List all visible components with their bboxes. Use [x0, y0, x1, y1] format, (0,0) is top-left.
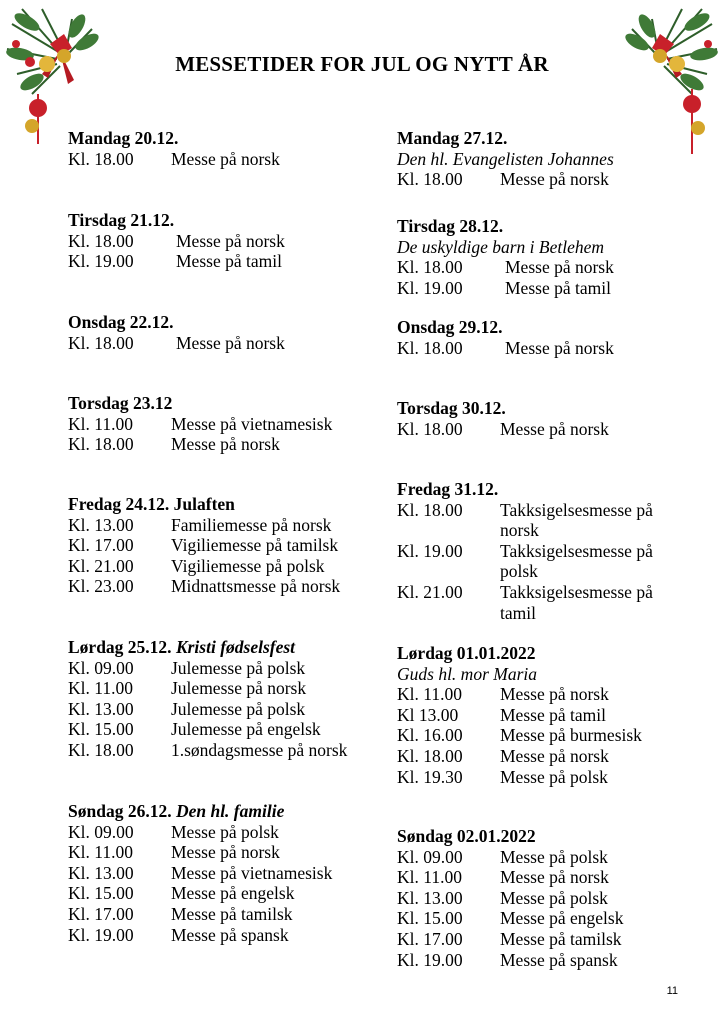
mass-description: Messe på spansk	[171, 924, 289, 945]
mass-time: Kl. 18.00	[397, 337, 463, 358]
mass-row	[68, 149, 388, 170]
mass-row	[68, 863, 388, 884]
mass-row	[68, 719, 388, 740]
mass-time: Kl. 19.00	[397, 277, 463, 298]
day-heading: Lørdag 01.01.2022	[397, 643, 536, 663]
mass-description: Messe på polsk	[500, 766, 608, 787]
mass-description: Messe på norsk	[500, 169, 609, 190]
mass-description: Messe på polsk	[500, 887, 608, 908]
mass-row	[397, 746, 717, 767]
mass-description: Messe på norsk	[176, 332, 285, 353]
day-block	[397, 479, 717, 623]
mass-time: Kl. 15.00	[397, 908, 463, 929]
mass-time: Kl. 13.00	[397, 887, 463, 908]
mass-time: Kl. 18.00	[68, 739, 134, 760]
day-heading: Fredag 31.12.	[397, 479, 499, 499]
mass-time: Kl. 18.00	[68, 332, 134, 353]
day-block	[68, 393, 388, 455]
mass-time: Kl. 11.00	[397, 684, 462, 705]
feast-name: De uskyldige barn i Betlehem	[397, 236, 605, 257]
mass-description: Messe på engelsk	[500, 908, 624, 929]
mass-row	[397, 541, 717, 582]
mass-description: Julemesse på polsk	[171, 698, 306, 719]
day-block	[68, 312, 388, 353]
mass-description: Messe på norsk	[171, 434, 280, 455]
mass-row	[397, 257, 717, 278]
mass-time: Kl. 18.00	[397, 418, 463, 439]
mass-row	[68, 251, 388, 272]
mass-row	[68, 658, 388, 679]
mass-row	[397, 767, 717, 788]
mass-time: Kl. 09.00	[68, 657, 134, 678]
mass-description: Messe på tamil	[176, 251, 282, 272]
mass-description: Julemesse på polsk	[171, 657, 306, 678]
mass-row	[68, 231, 388, 252]
mass-row	[68, 904, 388, 925]
day-heading: Mandag 20.12.	[68, 128, 179, 148]
mass-time: Kl. 18.00	[68, 148, 134, 169]
mass-row	[397, 888, 717, 909]
mass-description: Messe på norsk	[176, 230, 285, 251]
day-heading: Søndag 02.01.2022	[397, 826, 536, 846]
mass-row	[397, 338, 717, 359]
mass-description: Takksigelsesmesse på norsk	[500, 499, 653, 541]
mass-row	[68, 699, 388, 720]
day-heading	[68, 637, 388, 658]
mass-description: Messe på tamilsk	[500, 928, 622, 949]
mass-time: Kl. 15.00	[68, 883, 134, 904]
day-heading-date: Lørdag 25.12.	[68, 637, 172, 657]
mass-row	[397, 278, 717, 299]
day-heading	[68, 801, 388, 822]
mass-time: Kl. 13.00	[68, 514, 134, 535]
mass-time: Kl. 18.00	[397, 499, 463, 520]
mass-time: Kl. 11.00	[397, 867, 462, 888]
mass-row	[68, 434, 388, 455]
mass-time: Kl. 18.00	[68, 434, 134, 455]
day-block	[68, 637, 388, 761]
mass-description: Messe på norsk	[500, 418, 609, 439]
mass-row	[68, 883, 388, 904]
day-heading: Tirsdag 21.12.	[68, 210, 175, 230]
feast-name: Kristi fødselsfest	[175, 637, 296, 657]
mass-description: Takksigelsesmesse på tamil	[500, 581, 653, 623]
day-heading: Fredag 24.12. Julaften	[68, 494, 235, 514]
mass-time: Kl 13.00	[397, 704, 459, 725]
mass-description: Messe på norsk	[500, 867, 609, 888]
mass-time: Kl. 17.00	[397, 928, 463, 949]
mass-row	[68, 678, 388, 699]
mass-row	[397, 705, 717, 726]
mass-description: Messe på burmesisk	[500, 725, 642, 746]
mass-time: Kl. 19.00	[68, 924, 134, 945]
mass-row	[397, 419, 717, 440]
mass-row	[397, 684, 717, 705]
mass-time: Kl. 17.00	[68, 535, 134, 556]
mass-row	[397, 950, 717, 971]
mass-time: Kl. 18.00	[397, 745, 463, 766]
mass-description: Messe på polsk	[500, 846, 608, 867]
mass-row	[397, 867, 717, 888]
mass-row	[397, 169, 717, 190]
mass-row	[68, 414, 388, 435]
mass-row	[68, 740, 388, 761]
day-heading: Torsdag 30.12.	[397, 398, 506, 418]
mass-time: Kl. 18.00	[397, 257, 463, 278]
mass-description: Familiemesse på norsk	[171, 514, 332, 535]
mass-description: Messe på norsk	[500, 745, 609, 766]
mass-time: Kl. 13.00	[68, 698, 134, 719]
mass-description: Messe på norsk	[171, 148, 280, 169]
mass-description: Julemesse på norsk	[171, 678, 307, 699]
mass-description: Vigiliemesse på tamilsk	[171, 535, 339, 556]
day-block	[68, 494, 388, 597]
day-block	[397, 826, 717, 970]
mass-time: Kl. 19.00	[397, 949, 463, 970]
mass-time: Kl. 19.00	[68, 251, 134, 272]
day-block	[397, 643, 717, 787]
mass-description: Messe på spansk	[500, 949, 618, 970]
day-block	[68, 801, 388, 945]
day-block	[397, 317, 717, 358]
mass-time: Kl. 11.00	[68, 842, 133, 863]
mass-row	[68, 535, 388, 556]
day-heading: Mandag 27.12.	[397, 128, 508, 148]
mass-row	[68, 822, 388, 843]
feast-name: Guds hl. mor Maria	[397, 663, 538, 684]
mass-time: Kl. 11.00	[68, 413, 133, 434]
mass-description: Julemesse på engelsk	[171, 719, 321, 740]
mass-time: Kl. 16.00	[397, 725, 463, 746]
mass-description: Takksigelsesmesse på polsk	[500, 540, 653, 582]
mass-description: 1.søndagsmesse på norsk	[171, 739, 348, 760]
day-heading: Onsdag 22.12.	[68, 312, 174, 332]
mass-row	[397, 725, 717, 746]
day-heading: Torsdag 23.12	[68, 393, 173, 413]
day-heading: Onsdag 29.12.	[397, 317, 503, 337]
mass-row	[68, 556, 388, 577]
mass-time: Kl. 18.00	[397, 169, 463, 190]
mass-description: Messe på tamil	[505, 277, 611, 298]
mass-row	[68, 842, 388, 863]
mass-description: Messe på norsk	[171, 842, 280, 863]
page-number: 11	[666, 985, 678, 997]
mass-time: Kl. 15.00	[68, 719, 134, 740]
mass-time: Kl. 18.00	[68, 230, 134, 251]
mass-description: Messe på polsk	[171, 821, 279, 842]
day-block	[68, 210, 388, 272]
mass-time: Kl. 09.00	[397, 846, 463, 867]
mass-description: Messe på norsk	[500, 684, 609, 705]
mass-row	[397, 929, 717, 950]
mass-row	[397, 500, 717, 541]
mass-time: Kl. 11.00	[68, 678, 133, 699]
mass-time: Kl. 09.00	[68, 821, 134, 842]
day-block	[397, 128, 717, 190]
feast-name: Den hl. familie	[175, 801, 285, 821]
mass-description: Messe på tamilsk	[171, 903, 293, 924]
page-title: MESSETIDER FOR JUL OG NYTT ÅR	[175, 52, 549, 76]
mass-description: Messe på tamil	[500, 704, 606, 725]
mass-description: Midnattsmesse på norsk	[171, 576, 341, 597]
mass-description: Vigiliemesse på polsk	[171, 555, 325, 576]
mass-row	[397, 582, 717, 623]
mass-description: Messe på vietnamesisk	[171, 413, 333, 434]
mass-row	[68, 576, 388, 597]
mass-row	[68, 515, 388, 536]
mass-description: Messe på engelsk	[171, 883, 295, 904]
day-block	[397, 216, 717, 298]
mass-row	[68, 925, 388, 946]
mass-time: Kl. 19.00	[397, 540, 463, 561]
day-block	[68, 128, 388, 169]
day-heading: Tirsdag 28.12.	[397, 216, 504, 236]
mass-description: Messe på vietnamesisk	[171, 862, 333, 883]
mass-row	[397, 847, 717, 868]
mass-time: Kl. 21.00	[397, 581, 463, 602]
mass-row	[68, 333, 388, 354]
day-heading-date: Søndag 26.12.	[68, 801, 172, 821]
mass-time: Kl. 13.00	[68, 862, 134, 883]
mass-time: Kl. 21.00	[68, 555, 134, 576]
feast-name: Den hl. Evangelisten Johannes	[397, 148, 614, 169]
day-block	[397, 398, 717, 439]
mass-row	[397, 908, 717, 929]
mass-time: Kl. 23.00	[68, 576, 134, 597]
mass-description: Messe på norsk	[505, 257, 614, 278]
mass-description: Messe på norsk	[505, 337, 614, 358]
mass-time: Kl. 17.00	[68, 903, 134, 924]
mass-time: Kl. 19.30	[397, 766, 463, 787]
